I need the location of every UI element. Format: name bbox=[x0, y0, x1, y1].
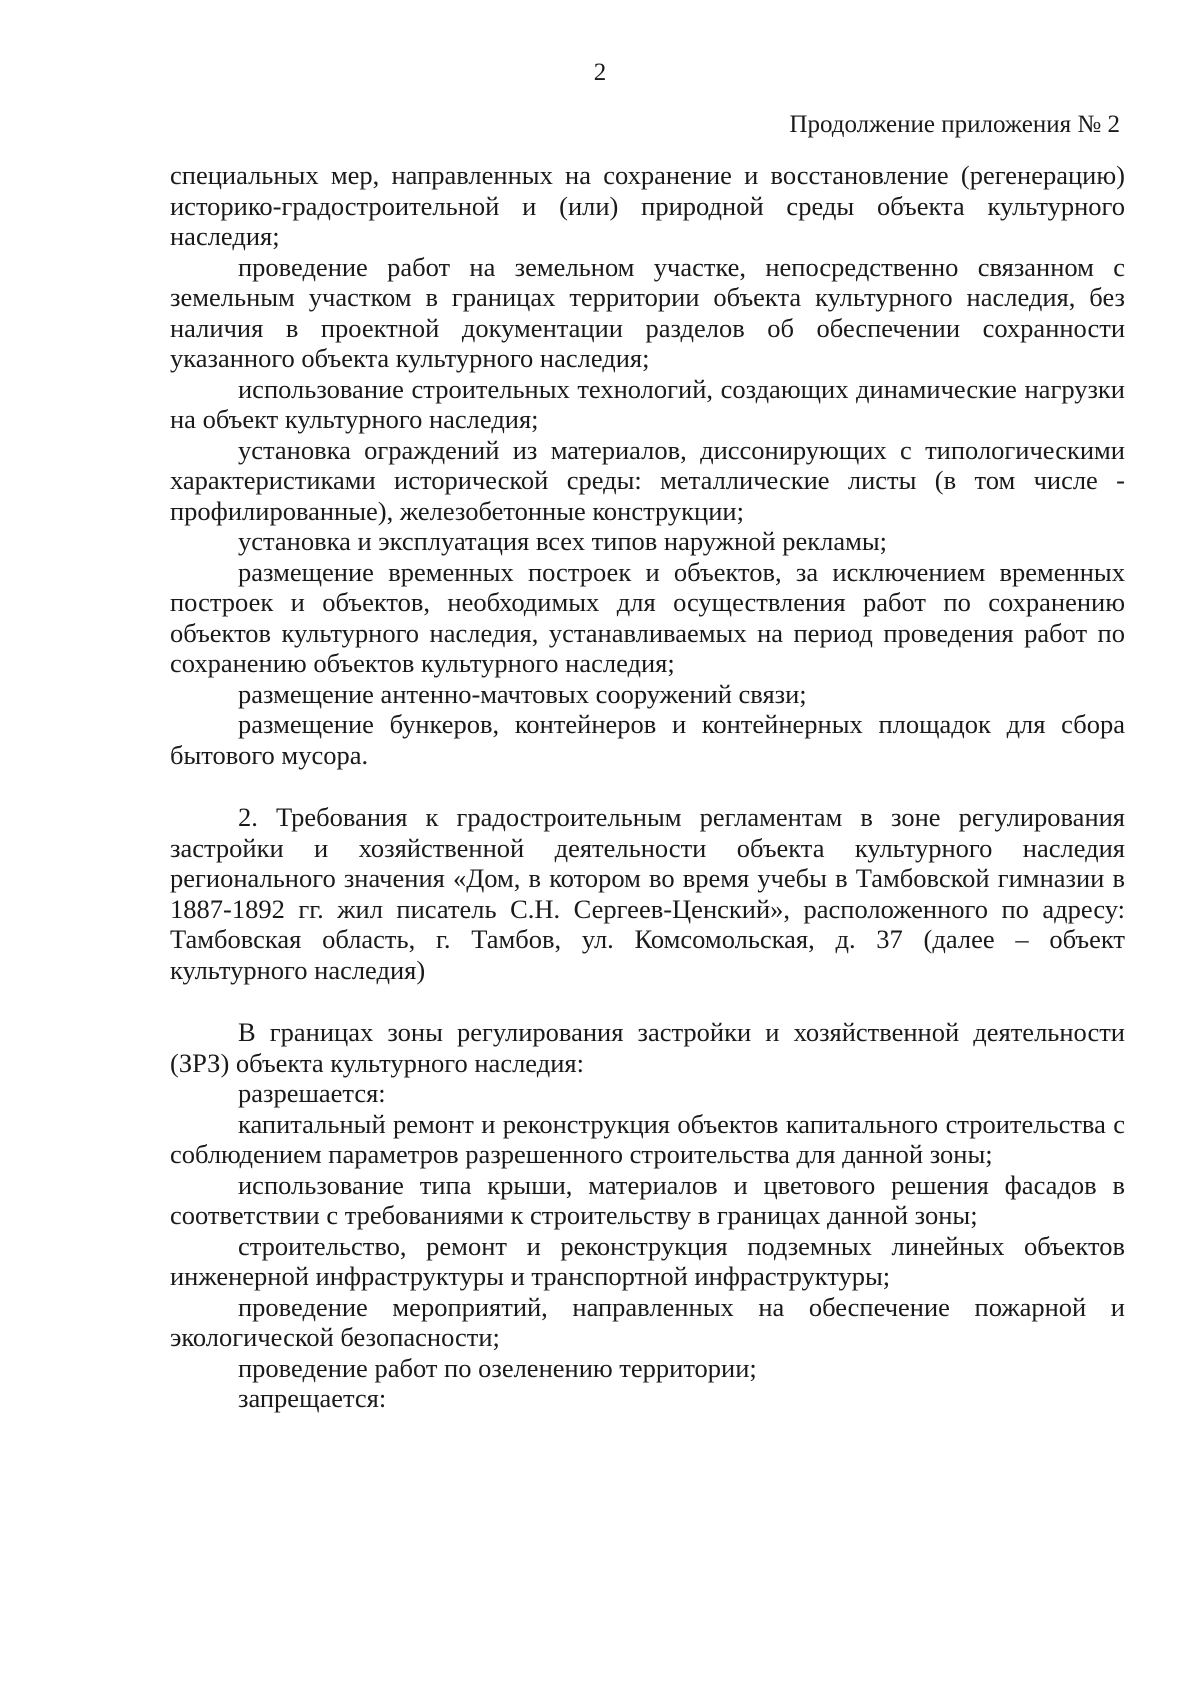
paragraph-fences: установка ограждений из материалов, диссонирующих с типологическими характеристиками исторической среды: металлические листы (в том числе - профилированные), железобетонные конструкции; bbox=[170, 434, 1125, 526]
paragraph-fire-ecology-safety: проведение мероприятий, направленных на обеспечение пожарной и экологической безопасности; bbox=[170, 1291, 1125, 1352]
paragraph-permitted-label: разрешается: bbox=[238, 1078, 386, 1108]
document-body bbox=[170, 160, 1125, 1414]
paragraph-capital-repair: капитальный ремонт и реконструкция объектов капитального строительства с соблюдением параметров разрешенного строительства для данной зоны; bbox=[170, 1108, 1125, 1169]
paragraph-outdoor-advertising: установка и эксплуатация всех типов наружной рекламы; bbox=[238, 526, 888, 556]
page-number: 2 bbox=[593, 59, 607, 86]
paragraph-roof-facades: использование типа крыши, материалов и цветового решения фасадов в соответствии с требованиями к строительству в границах данной зоны; bbox=[170, 1169, 1125, 1230]
paragraph-special-measures: специальных мер, направленных на сохранение и восстановление (регенерацию) историко-градостроительной и (или) природной среды объекта культурного наследия; bbox=[170, 160, 1125, 251]
paragraph-waste-containers: размещение бункеров, контейнеров и контейнерных площадок для сбора бытового мусора. bbox=[170, 709, 1125, 770]
paragraph-land-works: проведение работ на земельном участке, непосредственно связанном с земельным участком в границах территории объекта культурного наследия, без наличия в проектной документации разделов об обеспечении сохранности указанного объекта культурного наследия; bbox=[170, 251, 1125, 373]
paragraph-underground-infrastructure: строительство, ремонт и реконструкция подземных линейных объектов инженерной инфраструктуры и транспортной инфраструктуры; bbox=[170, 1230, 1125, 1291]
paragraph-dynamic-loads: использование строительных технологий, создающих динамические нагрузки на объект культурного наследия; bbox=[170, 373, 1125, 434]
paragraph-prohibited-label: запрещается: bbox=[238, 1383, 387, 1413]
section-2-heading-paragraph: 2. Требования к градостроительным регламентам в зоне регулирования застройки и хозяйственной деятельности объекта культурного наследия регионального значения «Дом, в котором во время учебы в Тамбовской гимназии в 1887-1892 гг. жил писатель С.Н. Сергеев-Ценский», расположенного по адресу: Тамбовская область, г. Тамбов, ул. Комсомольская, д. 37 (далее – объект культурного наследия) bbox=[170, 802, 1125, 985]
paragraph-temporary-buildings: размещение временных построек и объектов, за исключением временных построек и объектов, необходимых для осуществления работ по сохранению объектов культурного наследия, устанавливаемых на период проведения работ по сохранению объектов культурного наследия; bbox=[170, 556, 1125, 678]
appendix-continuation-label: Продолжение приложения № 2 bbox=[789, 111, 1120, 138]
paragraph-landscaping: проведение работ по озеленению территории; bbox=[238, 1352, 757, 1383]
paragraph-antenna-masts: размещение антенно-мачтовых сооружений связи; bbox=[238, 678, 807, 709]
paragraph-zrz-intro: В границах зоны регулирования застройки и хозяйственной деятельности (ЗРЗ) объекта культурного наследия: bbox=[170, 1017, 1125, 1078]
